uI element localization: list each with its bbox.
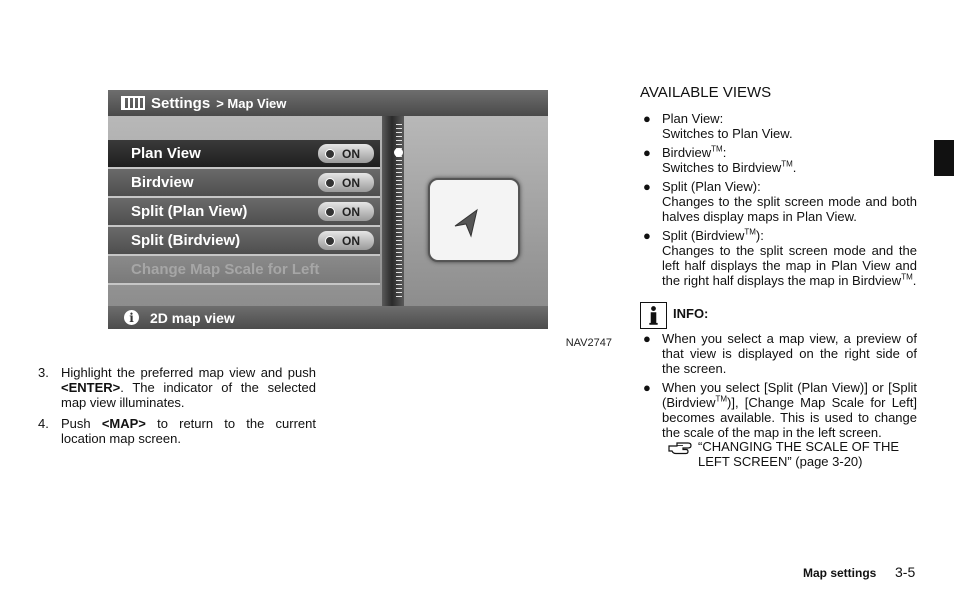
toggle-label: ON — [342, 204, 360, 219]
view-item-split-birdview — [662, 228, 917, 288]
step-text-part: Highlight the preferred map view and push — [61, 365, 316, 380]
keyboard-icon — [121, 96, 145, 110]
view-description — [662, 243, 917, 288]
chapter-tab — [934, 140, 954, 176]
view-name-text: Split (Birdview — [662, 228, 745, 243]
bullet-icon: ● — [643, 145, 651, 160]
view-name-text: ): — [755, 228, 764, 243]
indicator-light-icon — [325, 178, 335, 188]
on-indicator — [318, 144, 374, 163]
bullet-icon: ● — [643, 380, 651, 395]
footer-page-number: 3-5 — [895, 564, 916, 580]
section-title: AVAILABLE VIEWS — [640, 84, 772, 101]
toggle-label: ON — [342, 233, 360, 248]
menu-item-split-plan-view[interactable] — [108, 198, 380, 227]
screen-footer — [108, 306, 548, 329]
trademark: TM — [901, 272, 913, 282]
step-text-part: to return to the current location map screen. — [61, 416, 317, 446]
trademark: TM — [715, 394, 728, 404]
step-4 — [38, 416, 316, 446]
menu-item-change-map-scale — [108, 256, 380, 285]
indicator-light-icon — [325, 236, 335, 246]
step-text — [61, 365, 316, 410]
info-label: INFO: — [673, 306, 709, 321]
view-description — [662, 160, 917, 175]
view-item-split-plan-view — [662, 179, 917, 224]
step-text-part: Push — [61, 416, 102, 431]
menu-item-label: Split (Plan View) — [131, 203, 248, 220]
menu-item-split-birdview[interactable] — [108, 227, 380, 256]
navigation-screen-figure — [108, 90, 548, 329]
view-description-text: . — [792, 160, 797, 175]
step-3 — [38, 365, 316, 410]
info-circle-icon: i — [124, 310, 139, 325]
menu-item-label: Plan View — [131, 145, 201, 162]
view-name — [662, 228, 917, 243]
view-name-text: : — [722, 145, 727, 160]
footer-section-name: Map settings — [803, 566, 877, 580]
step-text — [61, 416, 316, 446]
on-indicator — [318, 173, 374, 192]
indicator-light-icon — [325, 149, 335, 159]
trademark: TM — [744, 227, 756, 237]
view-description-text: Switches to Birdview — [662, 160, 782, 175]
screen-header — [108, 90, 548, 116]
step-number: 3. — [38, 365, 49, 380]
view-item-birdview — [662, 145, 917, 175]
step-number: 4. — [38, 416, 49, 431]
bullet-icon: ● — [643, 111, 651, 126]
view-description-text: Changes to the split screen mode and the left half displays the map in Plan View and the right half displays the map in Birdview — [662, 243, 917, 288]
screen-footer-text: 2D map view — [150, 309, 235, 326]
vehicle-arrow-icon — [453, 208, 481, 238]
scroll-position-indicator[interactable] — [394, 148, 403, 157]
step-text-part: . The indicator of the selected map view illuminates. — [61, 380, 316, 410]
menu-item-label: Birdview — [131, 174, 194, 191]
on-indicator — [318, 202, 374, 221]
pointing-hand-icon — [668, 440, 692, 456]
info-icon — [640, 302, 667, 329]
menu-item-label: Change Map Scale for Left — [131, 261, 320, 278]
screen-title: Settings — [151, 94, 211, 112]
figure-code: NAV2747 — [565, 337, 612, 349]
info-item-1: When you select a map view, a preview of that view is displayed on the right side of the screen. — [662, 331, 917, 376]
bullet-icon: ● — [643, 228, 651, 243]
trademark: TM — [781, 159, 793, 169]
view-description: Switches to Plan View. — [662, 126, 793, 141]
view-description-text: . — [912, 273, 917, 288]
key-name: <ENTER> — [61, 380, 121, 395]
toggle-label: ON — [342, 175, 360, 190]
view-name: Plan View: — [662, 111, 724, 126]
trademark: TM — [711, 144, 723, 154]
view-name: Split (Plan View): — [662, 179, 761, 194]
info-text-part: )], [Change Map Scale for Left] becomes available. This is used to change the scale of the map in the left screen. — [662, 395, 917, 440]
menu-item-birdview[interactable] — [108, 169, 380, 198]
view-description: Changes to the split screen mode and both halves display maps in Plan View. — [662, 194, 917, 224]
bullet-icon: ● — [643, 179, 651, 194]
on-indicator — [318, 231, 374, 250]
bullet-icon: ● — [643, 331, 651, 346]
view-name — [662, 145, 917, 160]
view-name-text: Birdview — [662, 145, 712, 160]
key-name: <MAP> — [101, 416, 146, 431]
indicator-light-icon — [325, 207, 335, 217]
cross-reference-link[interactable]: “CHANGING THE SCALE OF THE LEFT SCREEN” (page 3-20) — [698, 439, 900, 469]
menu-item-plan-view[interactable] — [108, 140, 380, 169]
view-item-plan-view — [662, 111, 917, 141]
screen-breadcrumb: > Map View — [216, 95, 287, 111]
toggle-label: ON — [342, 146, 360, 161]
info-text-part: When you select [Split (Plan View)] or [Split (Birdview — [662, 380, 917, 410]
menu-item-label: Split (Birdview) — [131, 232, 241, 249]
info-item-2 — [662, 380, 917, 440]
